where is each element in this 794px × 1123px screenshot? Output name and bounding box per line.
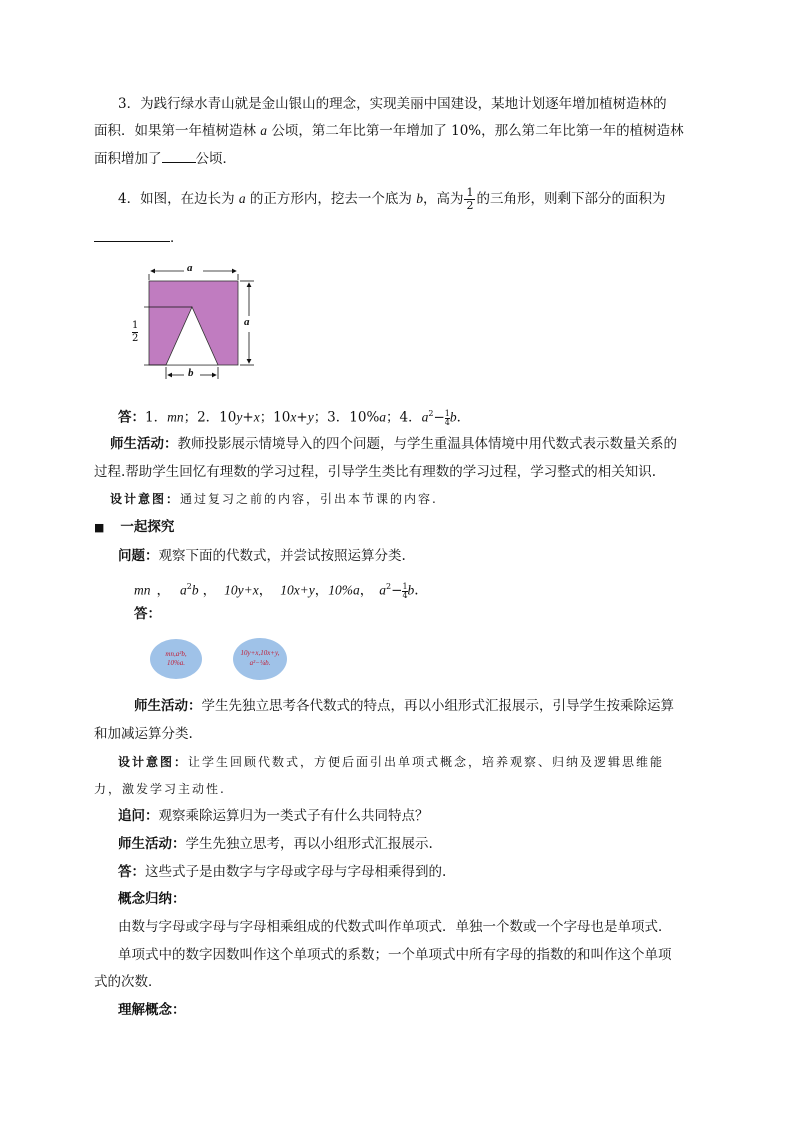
concept-line1: 由数与字母或字母与字母相乘组成的代数式叫作单项式．单独一个数或一个字母也是单项式．: [118, 919, 672, 935]
concept-line3: 式的次数．: [94, 974, 162, 990]
square-bullet-icon: ■: [94, 521, 105, 534]
answer2-label: 答：: [134, 606, 161, 622]
activity1-line2: 过程.帮助学生回忆有理数的学习过程，引导学生类比有理数的学习过程，学习整式的相关知识.: [94, 464, 657, 480]
answer3-line: 答：这些式子是由数字与字母或字母与字母相乘得到的.: [118, 864, 447, 880]
ellipse-multiplication-group: mn,a²b, 10%a.: [150, 639, 202, 679]
concept-line2: 单项式中的数字因数叫作这个单项式的系数；一个单项式中所有字母的指数的和叫作这个单项: [118, 947, 672, 963]
intent1-line: 设计意图：通过复习之前的内容，引出本节课的内容.: [110, 492, 438, 506]
q4-line1: 4．如图，在边长为 a 的正方形内，挖去一个底为 b，高为 $\frac{1}{2}$ 的三角形，则剩下部分的面积为: [118, 186, 666, 212]
activity3-line: 师生活动：学生先独立思考，再以小组形式汇报展示.: [118, 836, 433, 852]
square-figure: [130, 262, 270, 384]
half-fraction: $\frac{1}{2}$: [466, 186, 474, 212]
answer1-line: 答：1．mn；2．10y+x；10x+y；3．10%a；4．$a^2-$ $\frac{1}{4}$ b．: [118, 408, 471, 427]
q4-line2: ．: [94, 227, 184, 248]
q3-line3: 面积增加了 公顷．: [94, 148, 236, 169]
label-right-a: a: [244, 316, 250, 328]
followup-line: 追问：观察乘除运算归为一类式子有什么共同特点？: [118, 808, 429, 824]
answer-blank: [162, 148, 196, 163]
understand-label: 理解概念：: [118, 1002, 186, 1018]
expression-list: mn ， $a^2b$ ， 10y+x， 10x+y，10%a， $a^2-$ $\frac{1}{4}$ b.: [134, 581, 419, 600]
q3-line2: 面积．如果第一年植树造林 a 公顷，第二年比第一年增加了 10%，那么第二年比第一年的植树造林: [94, 123, 684, 139]
ellipse-addition-group: 10y+x,10x+y, a²−¼b.: [233, 638, 287, 680]
label-height-half: 1 2: [132, 320, 139, 344]
section-heading: ■ 一起探究: [94, 519, 175, 535]
label-top-a: a: [187, 262, 193, 274]
q3-line1: 3．为践行绿水青山就是金山银山的理念，实现美丽中国建设，某地计划逐年增加植树造林的: [118, 96, 667, 112]
intent2-line1: 设计意图：让学生回顾代数式，方便后面引出单项式概念，培养观察、归纳及逻辑思维能: [118, 755, 665, 769]
label-bottom-b: b: [188, 367, 194, 379]
intent2-line2: 力，激发学习主动性.: [94, 782, 226, 796]
answer-blank: [94, 227, 170, 242]
question-line: 问题：观察下面的代数式，并尝试按照运算分类.: [118, 548, 406, 564]
concept-label: 概念归纳：: [118, 891, 186, 907]
activity1-line1: 师生活动：教师投影展示情境导入的四个问题，与学生重温具体情境中用代数式表示数量关系的: [110, 436, 677, 452]
activity2-line1: 师生活动：学生先独立思考各代数式的特点，再以小组形式汇报展示，引导学生按乘除运算: [134, 698, 674, 714]
activity2-line2: 和加减运算分类.: [94, 726, 193, 742]
